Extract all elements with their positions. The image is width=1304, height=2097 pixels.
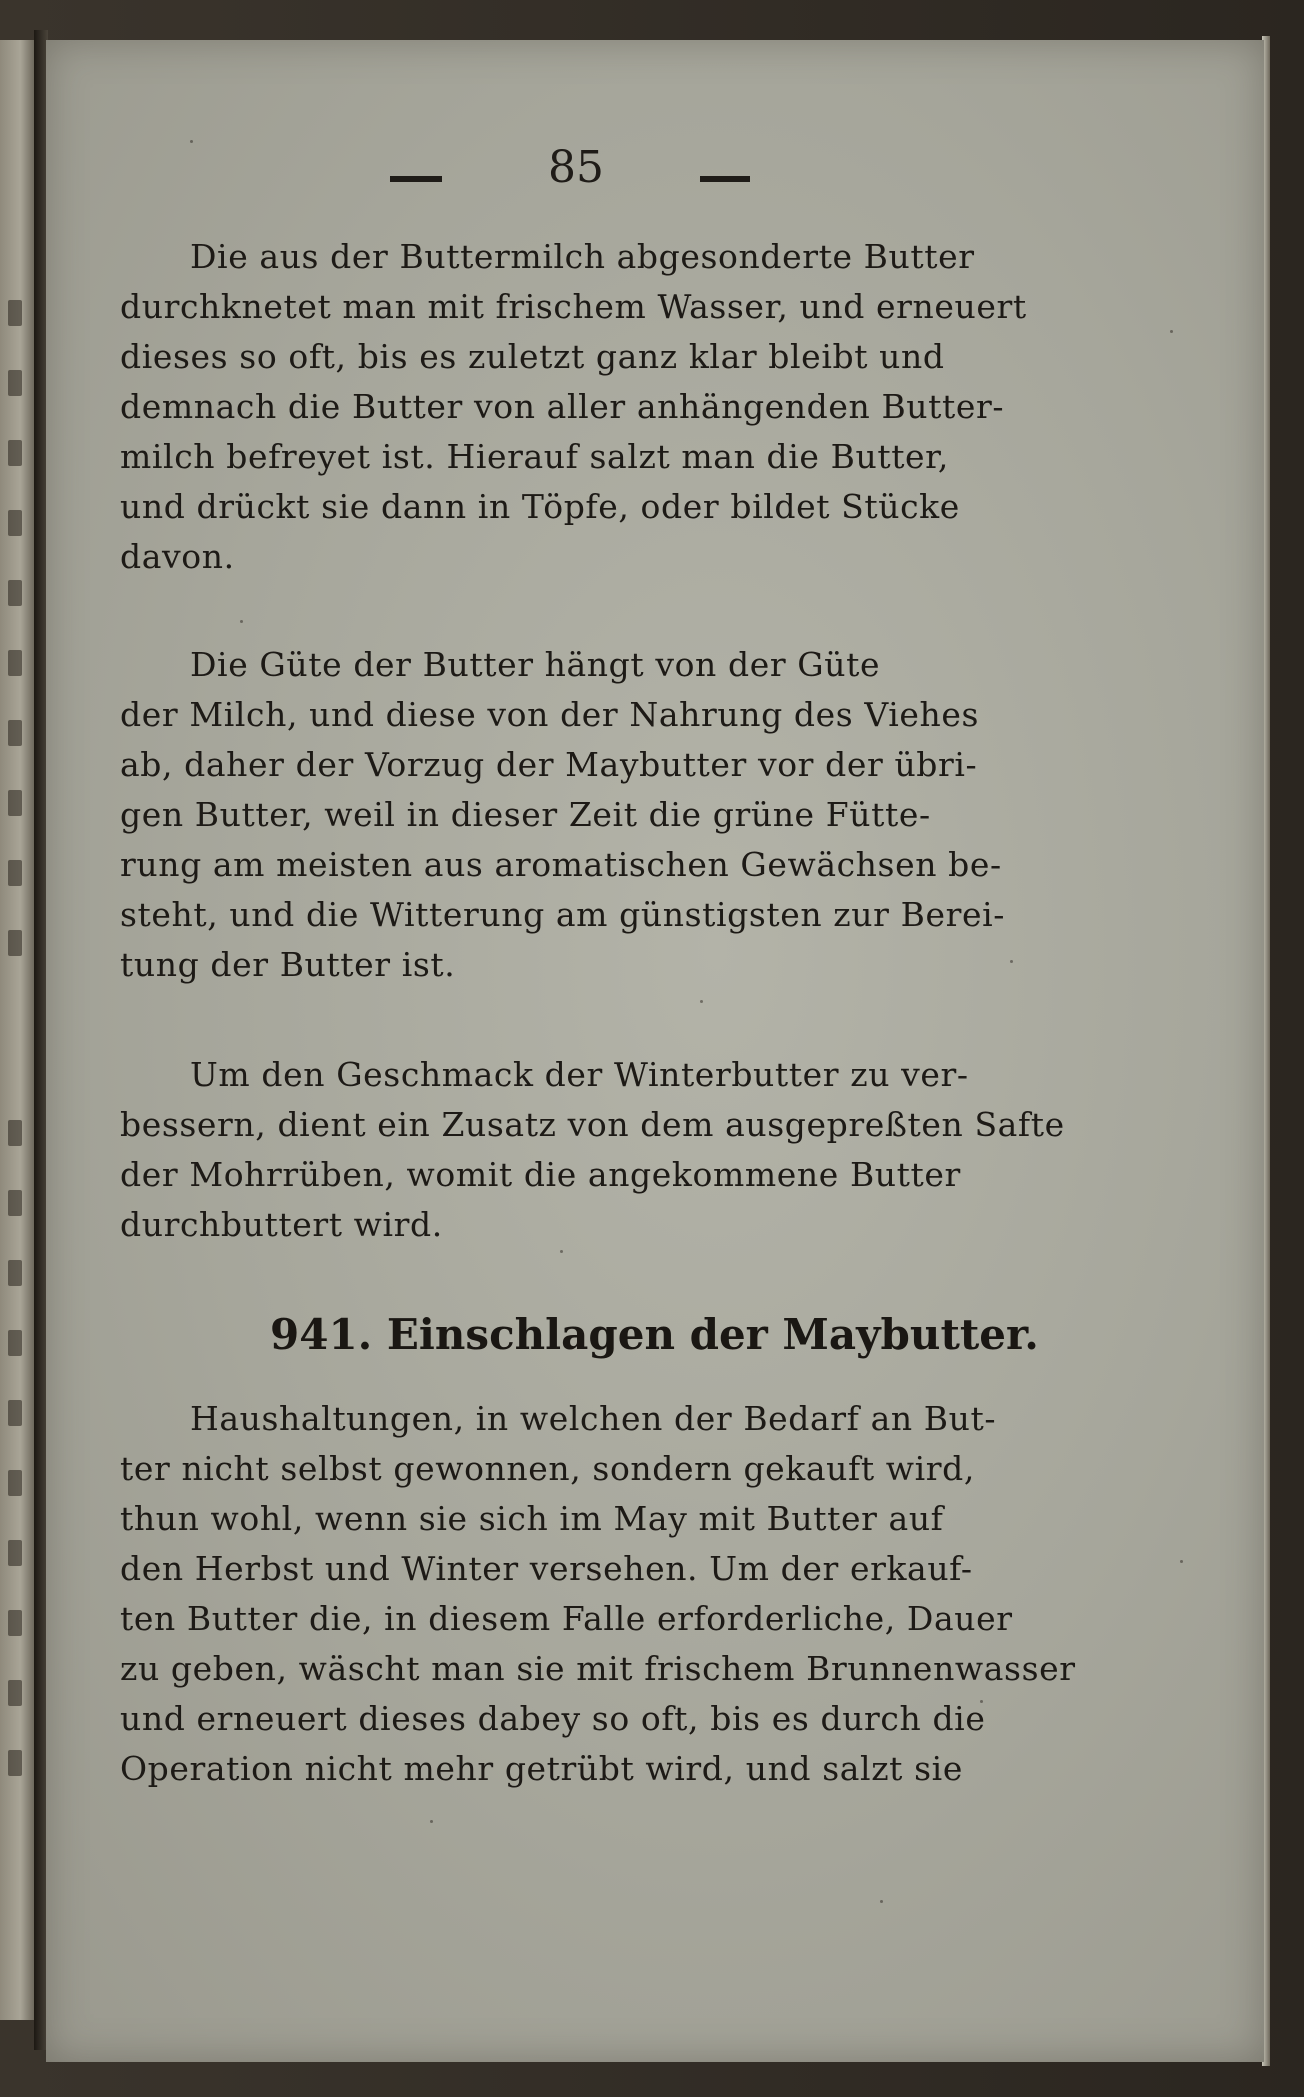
paragraph-1 — [120, 232, 1050, 582]
text-line: Die aus der Buttermilch abgesonderte Butter — [190, 237, 975, 276]
text-line: ter nicht selbst gewonnen, sondern gekauft wird, — [120, 1449, 975, 1488]
text-line: durchknetet man mit frischem Wasser, und erneuert — [120, 287, 1027, 326]
text-line: durchbuttert wird. — [120, 1205, 443, 1244]
text-line: und drückt sie dann in Töpfe, oder bildet Stücke — [120, 487, 960, 526]
section-paragraph — [120, 1394, 1076, 1794]
text-line: bessern, dient ein Zusatz von dem ausgepreßten Safte — [120, 1105, 1065, 1144]
text-line: ten Butter die, in diesem Falle erforderliche, Dauer — [120, 1599, 1013, 1638]
text-line: der Milch, und diese von der Nahrung des Viehes — [120, 695, 980, 734]
section-heading — [270, 1310, 1039, 1359]
section-title: Einschlagen der Maybutter. — [386, 1310, 1039, 1359]
running-header — [390, 142, 750, 202]
paragraph-2 — [120, 640, 1050, 990]
text-line: milch befreyet ist. Hierauf salzt man die Butter, — [120, 437, 950, 476]
text-line: der Mohrrüben, womit die angekommene Butter — [120, 1155, 961, 1194]
text-line: den Herbst und Winter versehen. Um der erkauf- — [120, 1549, 973, 1588]
paragraph-3 — [120, 1050, 1065, 1250]
text-line: Um den Geschmack der Winterbutter zu ver- — [190, 1055, 969, 1094]
page-number: 85 — [548, 142, 604, 193]
text-line: dieses so oft, bis es zuletzt ganz klar bleibt und — [120, 337, 945, 376]
text-line: und erneuert dieses dabey so oft, bis es durch die — [120, 1699, 986, 1738]
text-line: Haushaltungen, in welchen der Bedarf an But- — [190, 1399, 997, 1438]
text-line: gen Butter, weil in dieser Zeit die grüne Fütte- — [120, 795, 931, 834]
text-line: ab, daher der Vorzug der Maybutter vor der übri- — [120, 745, 978, 784]
text-line: steht, und die Witterung am günstigsten zur Berei- — [120, 895, 1006, 934]
text-line: demnach die Butter von aller anhängenden Butter- — [120, 387, 1005, 426]
header-dash-left — [390, 176, 442, 182]
text-line: zu geben, wäscht man sie mit frischem Brunnenwasser — [120, 1649, 1076, 1688]
text-line: tung der Butter ist. — [120, 945, 456, 984]
text-line: rung am meisten aus aromatischen Gewächsen be- — [120, 845, 1002, 884]
header-dash-right — [700, 176, 750, 182]
text-line: Die Güte der Butter hängt von der Güte — [190, 645, 881, 684]
section-number: 941. — [270, 1310, 373, 1359]
adjacent-page-edge — [0, 40, 34, 2020]
text-line: thun wohl, wenn sie sich im May mit Butter auf — [120, 1499, 944, 1538]
text-line: davon. — [120, 537, 235, 576]
text-line: Operation nicht mehr getrübt wird, und salzt sie — [120, 1749, 963, 1788]
